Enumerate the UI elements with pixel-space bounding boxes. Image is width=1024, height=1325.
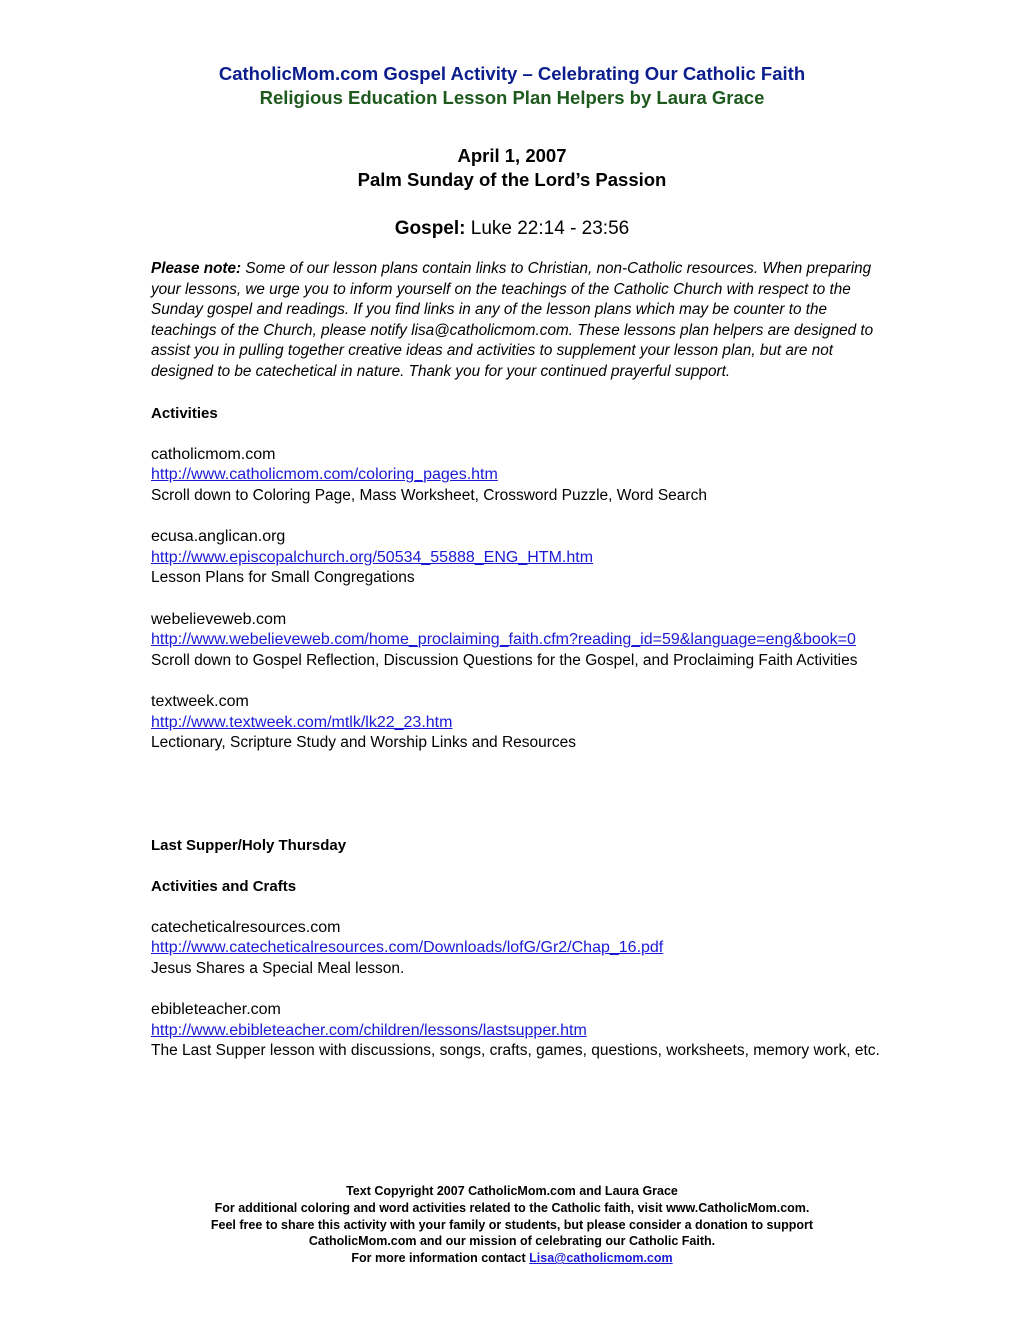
site-name: ebibleteacher.com (151, 1001, 281, 1019)
resource-link[interactable]: http://www.textweek.com/mtlk/lk22_23.htm (151, 713, 453, 731)
list-item (151, 1000, 881, 1062)
note-text: Some of our lesson plans contain links to Christian, non-Catholic resources. When preparing your lessons, we urge you to inform yourself on the teachings of the Catholic Church with respect to the Sunday gospel and readings. If you find links in any of the lesson plans which may be counter to the teachings of the Church, please notify lisa@catholicmom.com. These lessons plan helpers are designed to assist you in pulling together creative ideas and activities to supplement your lesson plan, but are not designed to be catechetical in nature. Thank you for your continued prayerful support. (151, 260, 874, 380)
resource-description: The Last Supper lesson with discussions, songs, crafts, games, questions, worksheets, memory work, etc. (151, 1042, 880, 1060)
main-content (151, 259, 881, 1062)
list-item (151, 692, 881, 754)
footer-contact (0, 1250, 1024, 1267)
holy-thursday-list (151, 918, 881, 1062)
resource-description: Lesson Plans for Small Congregations (151, 569, 415, 587)
footer-line: Feel free to share this activity with your family or students, but please consider a donation to support (210, 1217, 814, 1232)
site-name: catholicmom.com (151, 445, 276, 463)
resource-link[interactable]: http://www.catecheticalresources.com/Downloads/lofG/Gr2/Chap_16.pdf (151, 939, 664, 957)
document-header (0, 62, 1024, 110)
note-label: Please note: (151, 260, 242, 277)
note-paragraph (151, 259, 881, 383)
occasion: Palm Sunday of the Lord’s Passion (357, 169, 667, 190)
gospel-reference (0, 216, 1024, 242)
site-name: catecheticalresources.com (151, 918, 341, 936)
date: April 1, 2007 (457, 145, 567, 166)
gospel-label: Gospel: (394, 218, 466, 239)
footer-contact-text: For more information contact (351, 1251, 530, 1266)
activities-heading: Activities (151, 404, 218, 422)
list-item (151, 610, 881, 672)
resource-description: Scroll down to Coloring Page, Mass Worksheet, Crossword Puzzle, Word Search (151, 486, 707, 504)
footer-copyright: Text Copyright 2007 CatholicMom.com and Laura Grace (346, 1184, 678, 1198)
list-item (151, 527, 881, 589)
resource-link[interactable]: http://www.webelieveweb.com/home_proclaiming_faith.cfm?reading_id=59&language=eng&book=0 (151, 631, 856, 649)
site-name: ecusa.anglican.org (151, 528, 286, 546)
list-item (151, 445, 881, 507)
activities-crafts-heading: Activities and Crafts (151, 877, 297, 895)
resource-description: Jesus Shares a Special Meal lesson. (151, 959, 405, 977)
resource-link[interactable]: http://www.catholicmom.com/coloring_pages.htm (151, 466, 498, 484)
date-block (0, 144, 1024, 192)
gospel-passage: Luke 22:14 - 23:56 (470, 218, 630, 239)
resource-description: Lectionary, Scripture Study and Worship Links and Resources (151, 734, 577, 752)
site-name: webelieveweb.com (151, 610, 287, 628)
footer-line: For additional coloring and word activities related to the Catholic faith, visit www.CatholicMom.com. (214, 1200, 810, 1215)
activities-list (151, 445, 881, 754)
footer-line: CatholicMom.com and our mission of celebrating our Catholic Faith. (308, 1234, 716, 1249)
list-item (151, 918, 881, 980)
resource-link[interactable]: http://www.episcopalchurch.org/50534_55888_ENG_HTM.htm (151, 548, 594, 566)
page-footer (0, 1183, 1024, 1267)
document-subtitle: Religious Education Lesson Plan Helpers by Laura Grace (259, 87, 765, 108)
document-title: CatholicMom.com Gospel Activity – Celebrating Our Catholic Faith (218, 63, 806, 84)
site-name: textweek.com (151, 693, 249, 711)
holy-thursday-heading: Last Supper/Holy Thursday (151, 836, 347, 854)
contact-email-link[interactable]: Lisa@catholicmom.com (529, 1251, 673, 1266)
resource-link[interactable]: http://www.ebibleteacher.com/children/lessons/lastsupper.htm (151, 1021, 587, 1039)
resource-description: Scroll down to Gospel Reflection, Discussion Questions for the Gospel, and Proclaiming Faith Activities (151, 651, 858, 669)
